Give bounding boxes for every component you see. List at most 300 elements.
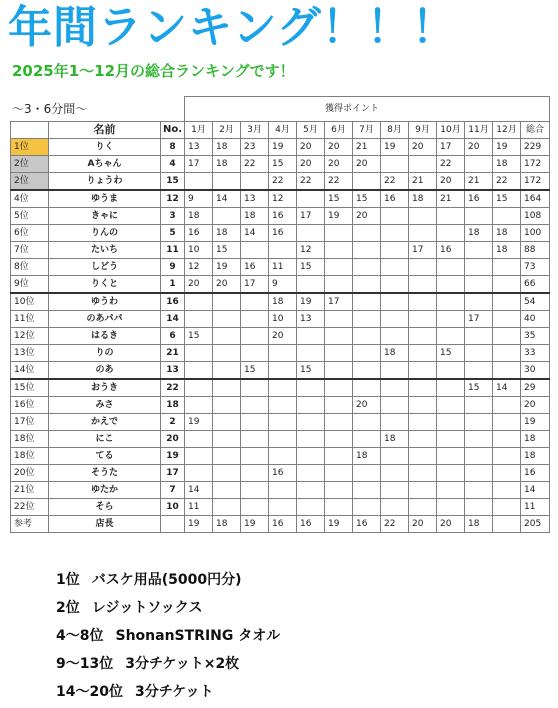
- month-points: 19: [213, 259, 241, 276]
- month-points: 15: [325, 190, 353, 208]
- table-row: [11, 362, 550, 380]
- month-points: 10: [269, 311, 297, 328]
- month-points: 19: [325, 208, 353, 225]
- header-month: 4月: [269, 122, 297, 139]
- month-points: [269, 482, 297, 499]
- month-points: [409, 311, 437, 328]
- month-points: [465, 482, 493, 499]
- month-points: [381, 156, 409, 173]
- month-points: 20: [353, 208, 381, 225]
- month-points: [493, 276, 521, 294]
- month-points: 20: [409, 516, 437, 533]
- prize-rank: 14～20位: [56, 684, 123, 700]
- table-row: [11, 139, 550, 156]
- month-points: [213, 173, 241, 191]
- player-number: 22: [161, 379, 185, 397]
- month-points: 15: [269, 156, 297, 173]
- month-points: [241, 482, 269, 499]
- month-points: 18: [381, 345, 409, 362]
- month-points: [213, 208, 241, 225]
- prize-rank: 9～13位: [56, 656, 114, 672]
- month-points: [241, 499, 269, 516]
- header-month: 9月: [409, 122, 437, 139]
- month-points: 16: [465, 190, 493, 208]
- month-points: [409, 328, 437, 345]
- month-points: 22: [297, 173, 325, 191]
- player-name: そうた: [49, 465, 161, 482]
- month-points: 18: [213, 156, 241, 173]
- rank-place: 17位: [11, 414, 49, 431]
- month-points: [465, 397, 493, 414]
- rank-place: 18位: [11, 431, 49, 448]
- month-points: [381, 397, 409, 414]
- month-points: 20: [325, 139, 353, 156]
- total-points: 33: [521, 345, 550, 362]
- player-name: りくと: [49, 276, 161, 294]
- table-row: [11, 465, 550, 482]
- total-points: 205: [521, 516, 550, 533]
- month-points: [297, 225, 325, 242]
- month-points: [325, 242, 353, 259]
- month-points: [185, 345, 213, 362]
- month-points: 18: [465, 516, 493, 533]
- month-points: 14: [241, 225, 269, 242]
- month-points: [213, 379, 241, 397]
- month-points: [437, 311, 465, 328]
- month-points: 12: [297, 242, 325, 259]
- player-name: ゆうま: [49, 190, 161, 208]
- rank-place: 7位: [11, 242, 49, 259]
- month-points: [409, 208, 437, 225]
- month-points: [437, 225, 465, 242]
- player-name: りんの: [49, 225, 161, 242]
- month-points: 18: [353, 448, 381, 465]
- month-points: 15: [493, 190, 521, 208]
- header-total: 総合: [521, 122, 550, 139]
- player-number: 9: [161, 259, 185, 276]
- month-points: 22: [381, 516, 409, 533]
- table-header-top: [11, 97, 550, 122]
- player-number: 15: [161, 173, 185, 191]
- table-row: [11, 482, 550, 499]
- player-number: 13: [161, 362, 185, 380]
- total-points: 16: [521, 465, 550, 482]
- total-points: 54: [521, 293, 550, 311]
- month-points: [213, 345, 241, 362]
- month-points: [213, 328, 241, 345]
- month-points: [325, 259, 353, 276]
- month-points: [241, 328, 269, 345]
- player-number: 18: [161, 397, 185, 414]
- month-points: [493, 345, 521, 362]
- rank-place: 1位: [11, 139, 49, 156]
- total-points: 14: [521, 482, 550, 499]
- month-points: 16: [437, 242, 465, 259]
- player-name: きゃに: [49, 208, 161, 225]
- month-points: [269, 242, 297, 259]
- player-name: にこ: [49, 431, 161, 448]
- rank-place: 13位: [11, 345, 49, 362]
- prize-rank: 4～8位: [56, 628, 104, 644]
- month-points: 22: [325, 173, 353, 191]
- month-points: [269, 362, 297, 380]
- month-points: [241, 465, 269, 482]
- month-points: [437, 328, 465, 345]
- month-points: [241, 173, 269, 191]
- month-points: [185, 465, 213, 482]
- month-points: [437, 276, 465, 294]
- player-name: ゆたか: [49, 482, 161, 499]
- month-points: [241, 448, 269, 465]
- player-name: ゆうわ: [49, 293, 161, 311]
- month-points: [381, 448, 409, 465]
- month-points: [437, 431, 465, 448]
- table-row: [11, 225, 550, 242]
- month-points: 16: [269, 516, 297, 533]
- month-points: [269, 397, 297, 414]
- month-points: [325, 379, 353, 397]
- month-points: 18: [381, 431, 409, 448]
- month-points: [325, 499, 353, 516]
- month-points: [381, 242, 409, 259]
- rank-place: 15位: [11, 379, 49, 397]
- month-points: [409, 448, 437, 465]
- month-points: 23: [241, 139, 269, 156]
- month-points: [381, 276, 409, 294]
- player-number: 5: [161, 225, 185, 242]
- month-points: [465, 276, 493, 294]
- month-points: [325, 465, 353, 482]
- month-points: [493, 516, 521, 533]
- table-row: [11, 293, 550, 311]
- month-points: [297, 465, 325, 482]
- month-points: 18: [213, 225, 241, 242]
- month-points: 17: [241, 276, 269, 294]
- month-points: [409, 362, 437, 380]
- player-number: 6: [161, 328, 185, 345]
- month-points: 16: [269, 208, 297, 225]
- prize-rank: 1位: [56, 572, 80, 588]
- total-points: 66: [521, 276, 550, 294]
- month-points: [213, 414, 241, 431]
- month-points: [409, 156, 437, 173]
- month-points: [353, 242, 381, 259]
- month-points: 19: [493, 139, 521, 156]
- rank-place: 22位: [11, 499, 49, 516]
- month-points: 22: [269, 173, 297, 191]
- month-points: [213, 311, 241, 328]
- month-points: [297, 499, 325, 516]
- month-points: 18: [269, 293, 297, 311]
- month-points: [409, 465, 437, 482]
- month-points: 17: [409, 242, 437, 259]
- total-points: 100: [521, 225, 550, 242]
- month-points: 16: [353, 516, 381, 533]
- rank-place: 2位: [11, 156, 49, 173]
- points-caption: 獲得ポイント: [185, 97, 550, 122]
- month-points: [465, 242, 493, 259]
- month-points: [269, 448, 297, 465]
- prize-item: [56, 680, 280, 708]
- player-number: 11: [161, 242, 185, 259]
- month-points: [437, 448, 465, 465]
- total-points: 40: [521, 311, 550, 328]
- player-number: 12: [161, 190, 185, 208]
- month-points: [465, 293, 493, 311]
- table-row: [11, 379, 550, 397]
- table-row: [11, 516, 550, 533]
- month-points: 9: [269, 276, 297, 294]
- player-name: Aちゃん: [49, 156, 161, 173]
- prize-description: 3分チケット×2枚: [125, 656, 240, 672]
- month-points: [297, 345, 325, 362]
- month-points: [381, 328, 409, 345]
- month-points: [493, 311, 521, 328]
- month-points: [493, 465, 521, 482]
- player-name: みさ: [49, 397, 161, 414]
- month-points: [409, 225, 437, 242]
- month-points: [353, 328, 381, 345]
- month-points: 12: [269, 190, 297, 208]
- month-points: [493, 259, 521, 276]
- month-points: [409, 293, 437, 311]
- month-points: [493, 499, 521, 516]
- month-points: [185, 448, 213, 465]
- prize-description: バスケ用品(5000円分): [91, 572, 242, 588]
- table-row: [11, 190, 550, 208]
- month-points: [297, 190, 325, 208]
- month-points: [465, 448, 493, 465]
- month-points: 15: [213, 242, 241, 259]
- month-points: [493, 362, 521, 380]
- month-points: [325, 414, 353, 431]
- table-row: [11, 397, 550, 414]
- month-points: [353, 431, 381, 448]
- month-points: [353, 173, 381, 191]
- month-points: [409, 482, 437, 499]
- month-points: 15: [353, 190, 381, 208]
- month-points: 18: [493, 156, 521, 173]
- month-points: [325, 362, 353, 380]
- month-points: 17: [437, 139, 465, 156]
- month-points: 18: [185, 208, 213, 225]
- month-points: [437, 499, 465, 516]
- month-points: [493, 448, 521, 465]
- month-points: 15: [241, 362, 269, 380]
- prize-description: ShonanSTRING タオル: [115, 628, 281, 644]
- month-points: 13: [185, 139, 213, 156]
- month-points: [241, 431, 269, 448]
- table-row: [11, 311, 550, 328]
- rank-place: 10位: [11, 293, 49, 311]
- month-points: [353, 259, 381, 276]
- month-points: 17: [465, 311, 493, 328]
- month-points: 16: [241, 259, 269, 276]
- month-points: [465, 499, 493, 516]
- ranking-table: [10, 96, 550, 533]
- total-points: 88: [521, 242, 550, 259]
- month-points: 16: [297, 516, 325, 533]
- header-month: 7月: [353, 122, 381, 139]
- player-name: おうき: [49, 379, 161, 397]
- rank-place: 11位: [11, 311, 49, 328]
- prize-item: [56, 652, 280, 680]
- month-points: [493, 414, 521, 431]
- month-points: [465, 208, 493, 225]
- rank-place: 参考: [11, 516, 49, 533]
- player-name: かえで: [49, 414, 161, 431]
- month-points: [297, 482, 325, 499]
- month-points: 16: [269, 465, 297, 482]
- month-points: [213, 362, 241, 380]
- month-points: [185, 397, 213, 414]
- rank-place: 12位: [11, 328, 49, 345]
- total-points: 29: [521, 379, 550, 397]
- month-points: 14: [185, 482, 213, 499]
- month-points: [353, 414, 381, 431]
- month-points: [465, 156, 493, 173]
- month-points: [325, 276, 353, 294]
- prize-rank: 2位: [56, 600, 80, 616]
- month-points: 19: [269, 139, 297, 156]
- month-points: 17: [297, 208, 325, 225]
- month-points: [409, 431, 437, 448]
- month-points: [269, 499, 297, 516]
- month-points: [437, 414, 465, 431]
- player-name: そら: [49, 499, 161, 516]
- month-points: [493, 431, 521, 448]
- rank-place: 5位: [11, 208, 49, 225]
- month-points: [269, 345, 297, 362]
- player-number: 7: [161, 482, 185, 499]
- month-points: [325, 328, 353, 345]
- month-points: [297, 276, 325, 294]
- month-points: 22: [381, 173, 409, 191]
- month-points: [353, 293, 381, 311]
- month-points: [409, 379, 437, 397]
- player-number: 10: [161, 499, 185, 516]
- table-row: [11, 345, 550, 362]
- header-month: 3月: [241, 122, 269, 139]
- header-number: No.: [161, 122, 185, 139]
- total-points: 172: [521, 173, 550, 191]
- month-points: [185, 379, 213, 397]
- player-number: 19: [161, 448, 185, 465]
- table-row: [11, 242, 550, 259]
- header-month: 11月: [465, 122, 493, 139]
- month-points: 20: [325, 156, 353, 173]
- month-points: 19: [185, 516, 213, 533]
- month-points: [381, 379, 409, 397]
- month-points: [269, 379, 297, 397]
- player-number: 2: [161, 414, 185, 431]
- table-row: [11, 431, 550, 448]
- month-points: [297, 448, 325, 465]
- month-points: [437, 397, 465, 414]
- player-name: のあパパ: [49, 311, 161, 328]
- month-points: [493, 208, 521, 225]
- month-points: [465, 328, 493, 345]
- header-place: [11, 122, 49, 139]
- header-month: 12月: [493, 122, 521, 139]
- month-points: [269, 431, 297, 448]
- total-points: 35: [521, 328, 550, 345]
- month-points: [465, 431, 493, 448]
- month-points: [409, 414, 437, 431]
- month-points: [493, 482, 521, 499]
- player-number: 1: [161, 276, 185, 294]
- month-points: [325, 482, 353, 499]
- month-points: 16: [381, 190, 409, 208]
- month-points: 12: [185, 259, 213, 276]
- month-points: [381, 293, 409, 311]
- table-row: [11, 156, 550, 173]
- month-points: [409, 397, 437, 414]
- month-points: 19: [241, 516, 269, 533]
- total-points: 229: [521, 139, 550, 156]
- month-points: [325, 345, 353, 362]
- month-points: [493, 293, 521, 311]
- month-points: 18: [213, 516, 241, 533]
- month-points: 21: [465, 173, 493, 191]
- table-row: [11, 448, 550, 465]
- table-row: [11, 276, 550, 294]
- month-points: [465, 414, 493, 431]
- month-points: 20: [465, 139, 493, 156]
- month-points: [325, 225, 353, 242]
- player-number: 8: [161, 139, 185, 156]
- month-points: 14: [213, 190, 241, 208]
- total-points: 18: [521, 448, 550, 465]
- month-points: [325, 397, 353, 414]
- player-number: [161, 516, 185, 533]
- month-points: 21: [409, 173, 437, 191]
- table-row: [11, 499, 550, 516]
- month-points: [241, 293, 269, 311]
- month-points: [437, 482, 465, 499]
- month-points: [325, 448, 353, 465]
- month-points: [297, 397, 325, 414]
- month-points: 21: [353, 139, 381, 156]
- table-row: [11, 173, 550, 191]
- month-points: 20: [353, 156, 381, 173]
- month-points: 19: [297, 293, 325, 311]
- player-name: りく: [49, 139, 161, 156]
- month-points: [437, 379, 465, 397]
- month-points: [409, 345, 437, 362]
- month-points: [353, 499, 381, 516]
- month-points: [381, 311, 409, 328]
- month-points: [213, 465, 241, 482]
- month-points: [353, 311, 381, 328]
- rank-place: 20位: [11, 465, 49, 482]
- month-points: 15: [297, 362, 325, 380]
- rank-place: 2位: [11, 173, 49, 191]
- month-points: [241, 414, 269, 431]
- month-points: 18: [241, 208, 269, 225]
- month-points: 22: [241, 156, 269, 173]
- month-points: [465, 259, 493, 276]
- month-points: 17: [325, 293, 353, 311]
- month-points: [241, 345, 269, 362]
- header-month: 2月: [213, 122, 241, 139]
- month-points: [465, 362, 493, 380]
- month-points: 21: [437, 190, 465, 208]
- month-points: 18: [465, 225, 493, 242]
- month-points: [381, 362, 409, 380]
- rank-place: 16位: [11, 397, 49, 414]
- month-points: 20: [213, 276, 241, 294]
